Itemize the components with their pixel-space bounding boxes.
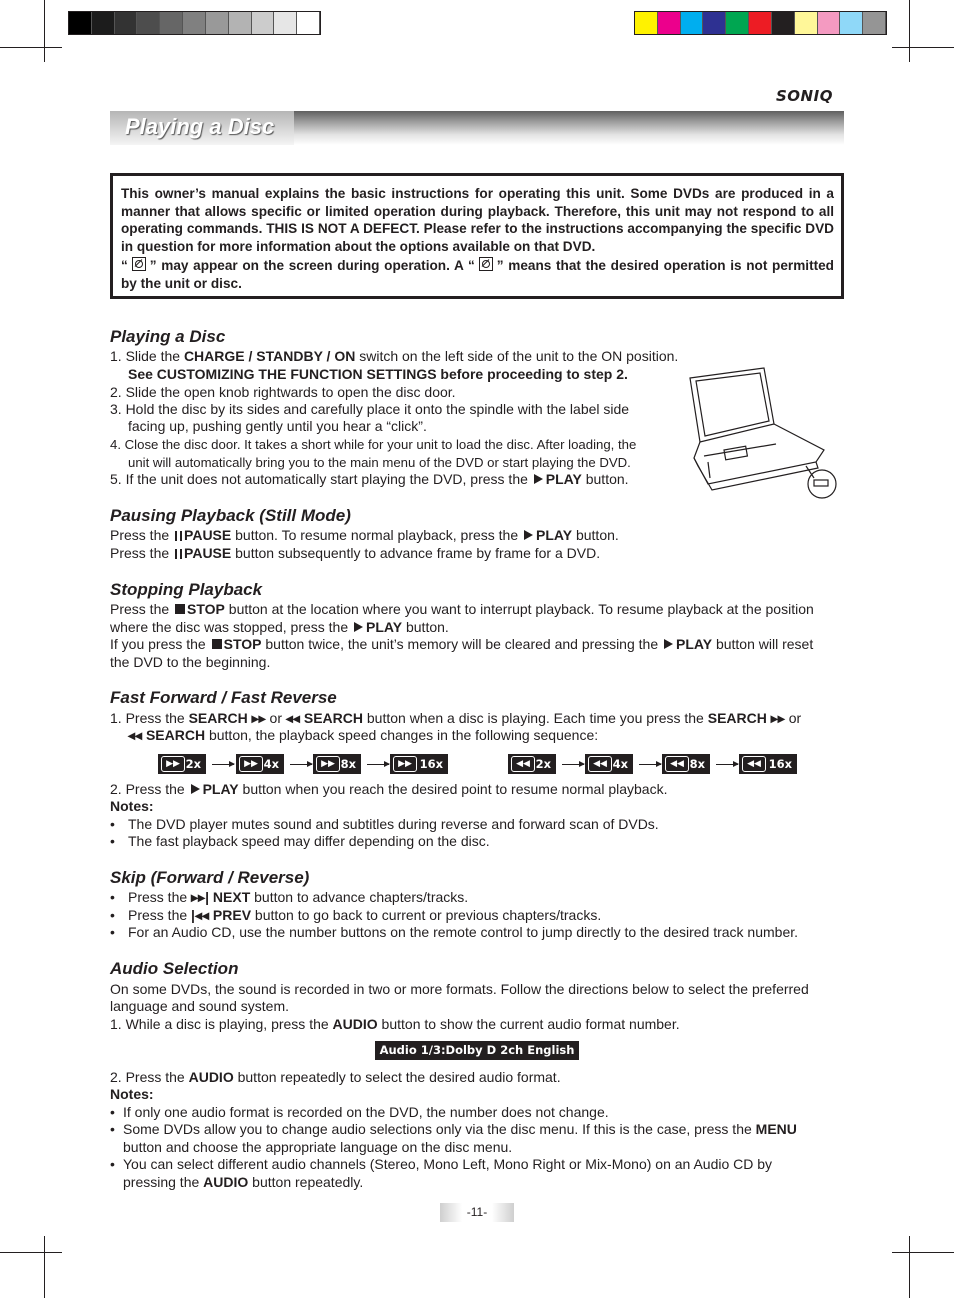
section-heading: Audio Selection <box>110 959 239 978</box>
section-heading: Playing a Disc <box>110 327 226 346</box>
color-swatch <box>183 12 206 34</box>
color-swatch <box>658 12 681 34</box>
color-swatch <box>297 12 320 34</box>
section-heading: Fast Forward / Fast Reverse <box>110 688 337 707</box>
notice-box <box>110 173 844 299</box>
bullet-item: • Press the |◂◂ PREV button to go back to current or previous chapters/tracks. <box>110 907 602 923</box>
play-icon <box>664 639 673 649</box>
color-swatch <box>772 12 795 34</box>
list-item-note: See CUSTOMIZING THE FUNCTION SETTINGS before proceeding to step 2. <box>128 366 628 382</box>
play-icon <box>534 474 543 484</box>
color-swatch <box>137 12 160 34</box>
list-item: 2. Press the PLAY button when you reach the desired point to resume normal playback. <box>110 781 668 797</box>
sequence-arrow <box>212 764 234 765</box>
color-swatch <box>749 12 772 34</box>
inhibit-icon <box>132 257 146 271</box>
sequence-arrow <box>562 764 584 765</box>
crop-mark <box>909 1236 910 1298</box>
speed-label: 4x <box>612 757 628 771</box>
stop-icon <box>212 639 222 649</box>
grayscale-calibration-bar <box>68 11 321 35</box>
page-title: Playing a Disc <box>125 114 275 139</box>
bullet-item: • The DVD player mutes sound and subtitles during reverse and forward scan of DVDs. <box>110 816 659 832</box>
page-number: -11- <box>466 1205 488 1219</box>
paragraph-line: Press the PAUSE button. To resume normal playback, press the PLAY button. <box>110 527 619 543</box>
list-item: 1. Slide the CHARGE / STANDBY / ON switch on the left side of the unit to the ON position. <box>110 348 679 364</box>
paragraph-line: Press the PAUSE button subsequently to advance frame by frame for a DVD. <box>110 545 601 561</box>
color-swatch <box>115 12 138 34</box>
color-swatch <box>252 12 275 34</box>
inhibit-icon <box>479 257 493 271</box>
fast-reverse-icon: ◀◀ <box>511 756 535 772</box>
bullet-item: • Press the ▸▸| NEXT button to advance chapters/tracks. <box>110 889 469 905</box>
paragraph-line: On some DVDs, the sound is recorded in two or more formats. Follow the directions below to select the preferred <box>110 981 809 997</box>
notice-paragraph: This owner’s manual explains the basic instructions for operating this unit. Some DVDs are produced in a manner that allows specific or limited operation during playback. Therefore, this unit may not respond to all operating commands. THIS IS NOT A DEFECT. Please refer to the instructions accompanying the specific DVD in question for more information about the options available on that DVD. <box>121 186 834 254</box>
fast-forward-icon: ▶▶ <box>316 756 340 772</box>
fast-reverse-icon: ◀◀ <box>588 756 612 772</box>
paragraph-line: where the disc was stopped, press the PLAY button. <box>110 619 449 635</box>
dvd-player-illustration <box>686 366 846 500</box>
fast-forward-speed-box <box>390 754 448 774</box>
fast-forward-speed-box <box>158 754 206 774</box>
color-swatch <box>69 12 92 34</box>
list-item-cont: facing up, pushing gently until you hear a “click”. <box>128 418 427 434</box>
color-swatch <box>160 12 183 34</box>
paragraph-line: language and sound system. <box>110 998 290 1014</box>
list-item: 4. Close the disc door. It takes a short while for your unit to load the disc. After loading, the <box>110 437 637 452</box>
paragraph-line: If you press the STOP button twice, the unit’s memory will be cleared and pressing the PLAY button will reset <box>110 636 814 652</box>
color-swatch <box>206 12 229 34</box>
notes-label: Notes: <box>110 1086 154 1102</box>
bullet-item-cont: pressing the AUDIO button repeatedly. <box>123 1174 364 1190</box>
sequence-arrow <box>290 764 312 765</box>
section-heading: Skip (Forward / Reverse) <box>110 868 310 887</box>
list-item: 3. Hold the disc by its sides and carefully place it onto the spindle with the label side <box>110 401 630 417</box>
bullet-item: • If only one audio format is recorded on the DVD, the number does not change. <box>110 1104 609 1120</box>
color-swatch <box>92 12 115 34</box>
notes-label: Notes: <box>110 798 154 814</box>
crop-mark <box>909 0 910 62</box>
audio-osd-display: Audio 1/3:Dolby D 2ch English <box>375 1041 579 1060</box>
speed-label: 4x <box>263 757 279 771</box>
color-swatch <box>635 12 658 34</box>
fast-forward-speed-box <box>313 754 361 774</box>
sequence-arrow <box>639 764 661 765</box>
bullet-item: • The fast playback speed may differ depending on the disc. <box>110 833 490 849</box>
brand-logo: SONIQ <box>776 87 833 105</box>
pause-icon <box>175 549 182 559</box>
speed-label: 16x <box>768 757 792 771</box>
color-swatch <box>795 12 818 34</box>
fast-reverse-icon: ◀◀ <box>665 756 689 772</box>
fast-forward-icon: ▶▶ <box>393 756 417 772</box>
section-heading: Stopping Playback <box>110 580 263 599</box>
speed-label: 2x <box>535 757 551 771</box>
color-swatch <box>818 12 841 34</box>
crop-mark <box>0 1252 62 1253</box>
sequence-arrow <box>367 764 389 765</box>
list-item: 2. Press the AUDIO button repeatedly to select the desired audio format. <box>110 1069 561 1085</box>
color-calibration-bar <box>634 11 887 35</box>
color-swatch <box>229 12 252 34</box>
paragraph-line: Press the STOP button at the location where you want to interrupt playback. To resume playback at the position <box>110 601 814 617</box>
speed-label: 8x <box>340 757 356 771</box>
speed-label: 8x <box>689 757 705 771</box>
list-item: 2. Slide the open knob rightwards to open the disc door. <box>110 384 456 400</box>
list-item: 1. Press the SEARCH ▸▸ or ◂◂ SEARCH button when a disc is playing. Each time you press the SEARCH ▸▸ or <box>110 710 802 726</box>
list-item-cont: ◂◂ SEARCH button, the playback speed changes in the following sequence: <box>128 727 599 743</box>
crop-mark <box>892 47 954 48</box>
bullet-item: • You can select different audio channels (Stereo, Mono Left, Mono Right or Mix-Mono) on an Audio CD by <box>110 1156 773 1172</box>
notice-inhibit-paragraph: “ ” may appear on the screen during operation. A “ ” means that the desired operation is not permitted by the unit or disc. <box>121 258 834 291</box>
play-icon <box>354 622 363 632</box>
color-swatch <box>703 12 726 34</box>
list-item: 1. While a disc is playing, press the AUDIO button to show the current audio format number. <box>110 1016 680 1032</box>
color-swatch <box>726 12 749 34</box>
fast-reverse-icon: ◀◀ <box>742 756 766 772</box>
color-swatch <box>863 12 886 34</box>
color-swatch <box>274 12 297 34</box>
fast-forward-icon: ▶▶ <box>239 756 263 772</box>
stop-icon <box>175 604 185 614</box>
play-icon <box>191 784 200 794</box>
bullet-item: • Some DVDs allow you to change audio selections only via the disc menu. If this is the case, press the MENU <box>110 1121 797 1137</box>
fast-reverse-speed-box <box>585 754 633 774</box>
fast-forward-speed-box <box>236 754 284 774</box>
list-item-cont: unit will automatically bring you to the main menu of the DVD or start playing the DVD. <box>128 455 631 470</box>
fast-reverse-speed-box <box>508 754 556 774</box>
crop-mark <box>44 1236 45 1298</box>
fast-reverse-speed-box <box>662 754 710 774</box>
crop-mark <box>0 47 62 48</box>
paragraph-line: the DVD to the beginning. <box>110 654 271 670</box>
color-swatch <box>840 12 863 34</box>
fast-reverse-speed-box <box>739 754 797 774</box>
play-icon <box>524 530 533 540</box>
speed-label: 16x <box>419 757 443 771</box>
crop-mark <box>892 1252 954 1253</box>
crop-mark <box>44 0 45 62</box>
speed-label: 2x <box>185 757 201 771</box>
list-item: 5. If the unit does not automatically start playing the DVD, press the PLAY button. <box>110 471 629 487</box>
pause-icon <box>175 531 182 541</box>
bullet-item-cont: button and choose the appropriate language on the disc menu. <box>123 1139 513 1155</box>
sequence-arrow <box>716 764 738 765</box>
section-heading: Pausing Playback (Still Mode) <box>110 506 351 525</box>
color-swatch <box>681 12 704 34</box>
bullet-item: • For an Audio CD, use the number buttons on the remote control to jump directly to the desired track number. <box>110 924 799 940</box>
fast-forward-icon: ▶▶ <box>161 756 185 772</box>
